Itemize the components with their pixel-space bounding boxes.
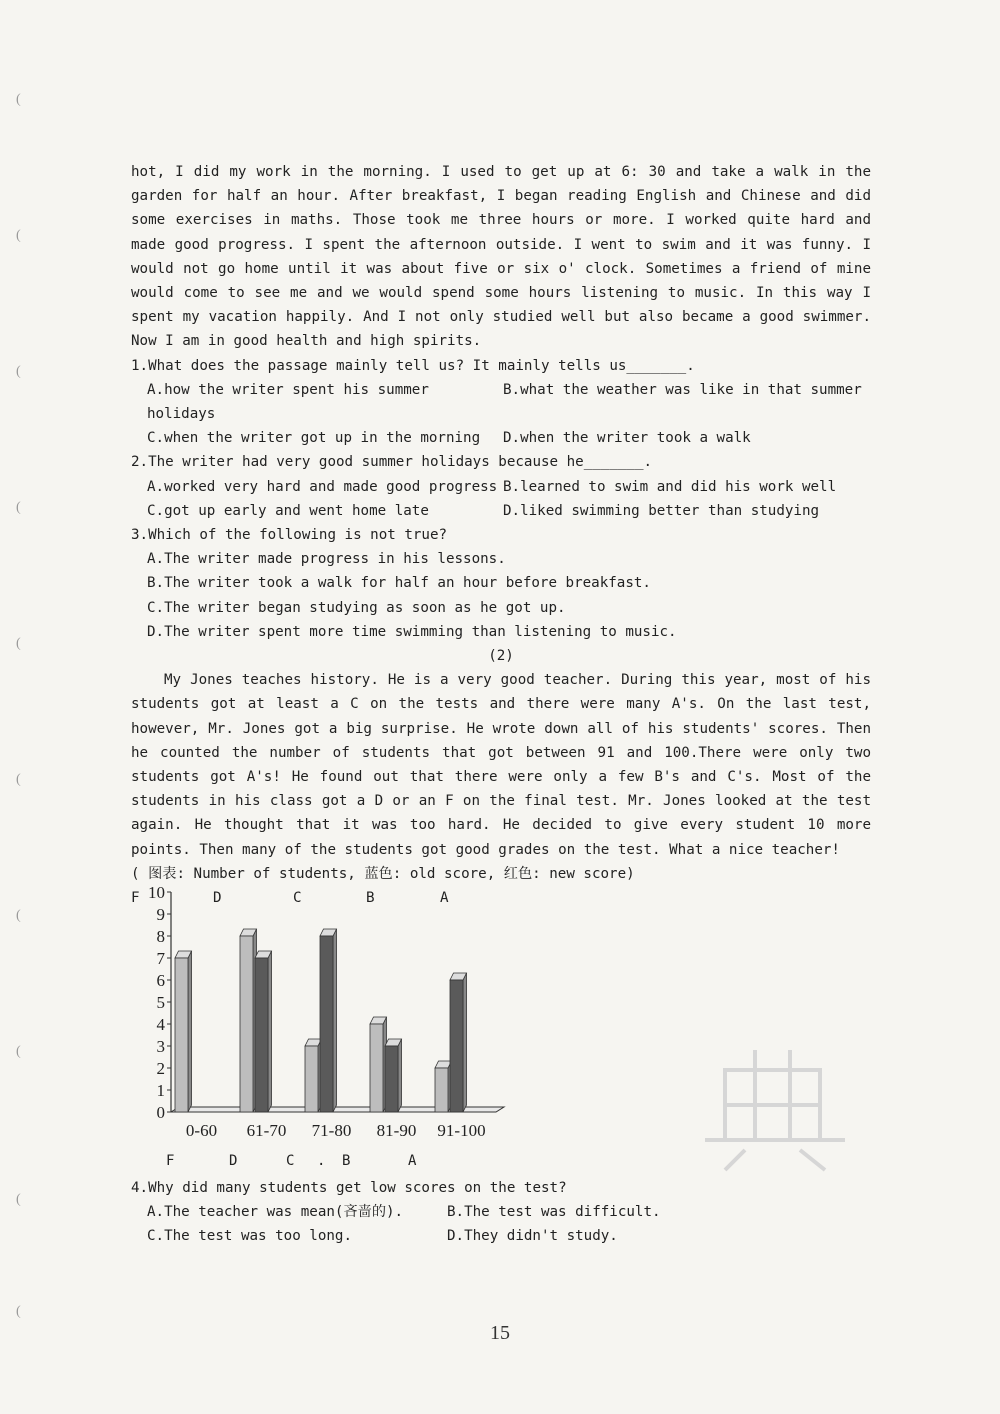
bar-side [398,1039,402,1112]
margin-mark: ( [16,908,21,923]
option-a: A.The teacher was mean(吝啬的). [147,1204,404,1221]
bar-new [320,936,333,1112]
option-b: B.The writer took a walk for half an hour before breakfast. [147,575,651,592]
y-tick-label: 2 [156,1059,165,1078]
bar-old [370,1024,383,1112]
margin-mark: ( [16,1192,21,1207]
question-stem: 4.Why did many students get low scores on the test? [131,1180,567,1196]
x-tick-label: 71-80 [311,1121,352,1140]
bar-side [188,951,192,1112]
option-c: C.The writer began studying as soon as he got up. [147,599,566,616]
grade-label: B [342,1153,351,1169]
score-bar-chart [131,880,511,1140]
option-a: A.The writer made progress in his lessons. [147,551,506,568]
option-b: B.learned to swim and did his work well [503,478,837,495]
margin-mark: ( [16,364,21,379]
bar-old [305,1046,318,1112]
watermark-glyph-icon [700,1045,850,1179]
grade-label: F [166,1153,175,1169]
passage-1-text [131,160,871,354]
question-4 [131,1176,871,1249]
page-number: 15 [490,1322,510,1344]
question-stem: 1.What does the passage mainly tell us? It mainly tells us_______. [131,357,695,374]
grade-label: . [317,1153,326,1169]
option-c: C.The test was too long. [147,1228,352,1245]
option-a: A.worked very hard and made good progress [147,478,498,495]
bar-side [463,973,467,1112]
y-tick-label: 9 [156,905,165,924]
margin-mark: ( [16,772,21,787]
margin-mark: ( [16,228,21,243]
margin-mark: ( [16,1044,21,1059]
chart-svg [131,880,511,1140]
x-tick-label: 81-90 [376,1121,417,1140]
y-tick-label: 10 [148,883,165,902]
passage-1-paragraph: hot, I did my work in the morning. I used to get up at 6: 30 and take a walk in the garden for half an hour. After breakfast, I began reading English and Chinese and did some exercises in maths. Those took me three hours or more. I worked quite hard and made good progress. I spent the afternoon outside. I went to swim and it was funny. I would not go home until it was about five or six o' clock. Sometimes a friend of mine would come to see me and we would spend some hours listening to music. In this way I spent my vacation happily. And I not only studied well but also became a good swimmer. Now I am in good health and high spirits. [131,164,871,350]
option-d: D.They didn't study. [447,1228,618,1245]
margin-mark: ( [16,92,21,107]
bar-side [268,951,272,1112]
x-tick-label: 0-60 [185,1121,218,1140]
bar-new [450,980,463,1112]
y-tick-label: 6 [156,971,165,990]
grade-label: C [286,1153,295,1169]
margin-mark: ( [16,636,21,651]
question-stem: 2.The writer had very good summer holidays because he_______. [131,454,653,471]
bar-old [240,936,253,1112]
y-tick-label: 7 [156,949,165,968]
option-d: D.when the writer took a walk [503,430,751,447]
y-tick-label: 0 [156,1103,165,1122]
grade-label: D [229,1153,238,1169]
passage-2-text [131,668,871,862]
option-c: C.when the writer got up in the morning [147,430,481,447]
grade-label: A [440,890,449,907]
bar-old [435,1068,448,1112]
question-stem: 3.Which of the following is not true? [131,527,448,544]
x-tick-label: 61-70 [246,1121,287,1140]
question-1 [131,354,871,451]
option-b: B.The test was difficult. [447,1204,661,1221]
bottom-grade-labels [131,1153,551,1175]
option-c: C.got up early and went home late [147,502,429,519]
chart-caption: ( 图表: Number of students, 蓝色: old score, 红色: new score) [131,865,635,882]
option-b: B.what the weather was like in that summer [503,381,862,398]
grade-label: A [408,1153,417,1169]
grade-label: F [131,890,140,907]
margin-mark: ( [16,1304,21,1319]
option-a: A.how the writer spent his summer holidays [147,381,429,423]
y-tick-label: 1 [156,1081,165,1100]
section-marker: (2) [488,648,514,665]
y-tick-label: 8 [156,927,165,946]
grade-label: B [366,890,375,907]
bar-old [175,958,188,1112]
y-tick-label: 5 [156,993,165,1012]
grade-label: C [293,890,302,907]
question-2 [131,450,871,523]
passage-2-paragraph: My Jones teaches history. He is a very good teacher. During this year, most of his students got at least a C on the tests and there were many A's. On the last test, however, Mr. Jones got a big surprise. He wrote down all of his students' scores. Then he counted the number of students that got between 91 and 100.There were only two students got A's! He found out that there were only a few B's and C's. Most of the students in his class got a D or an F on the final test. Mr. Jones looked at the test again. He thought that it was too hard. He decided to give every student 10 more points. Then many of the students got good grades on the test. What a nice teacher! [131,672,871,858]
question-3 [131,523,871,644]
option-d: D.The writer spent more time swimming than listening to music. [147,623,677,640]
bar-new [385,1046,398,1112]
y-tick-label: 3 [156,1037,165,1056]
bar-side [333,929,337,1112]
grade-label: D [213,890,222,907]
x-tick-label: 91-100 [437,1121,486,1140]
option-d: D.liked swimming better than studying [503,502,820,519]
margin-mark: ( [16,500,21,515]
page-content [131,160,871,910]
bar-new [255,958,268,1112]
y-tick-label: 4 [156,1015,165,1034]
